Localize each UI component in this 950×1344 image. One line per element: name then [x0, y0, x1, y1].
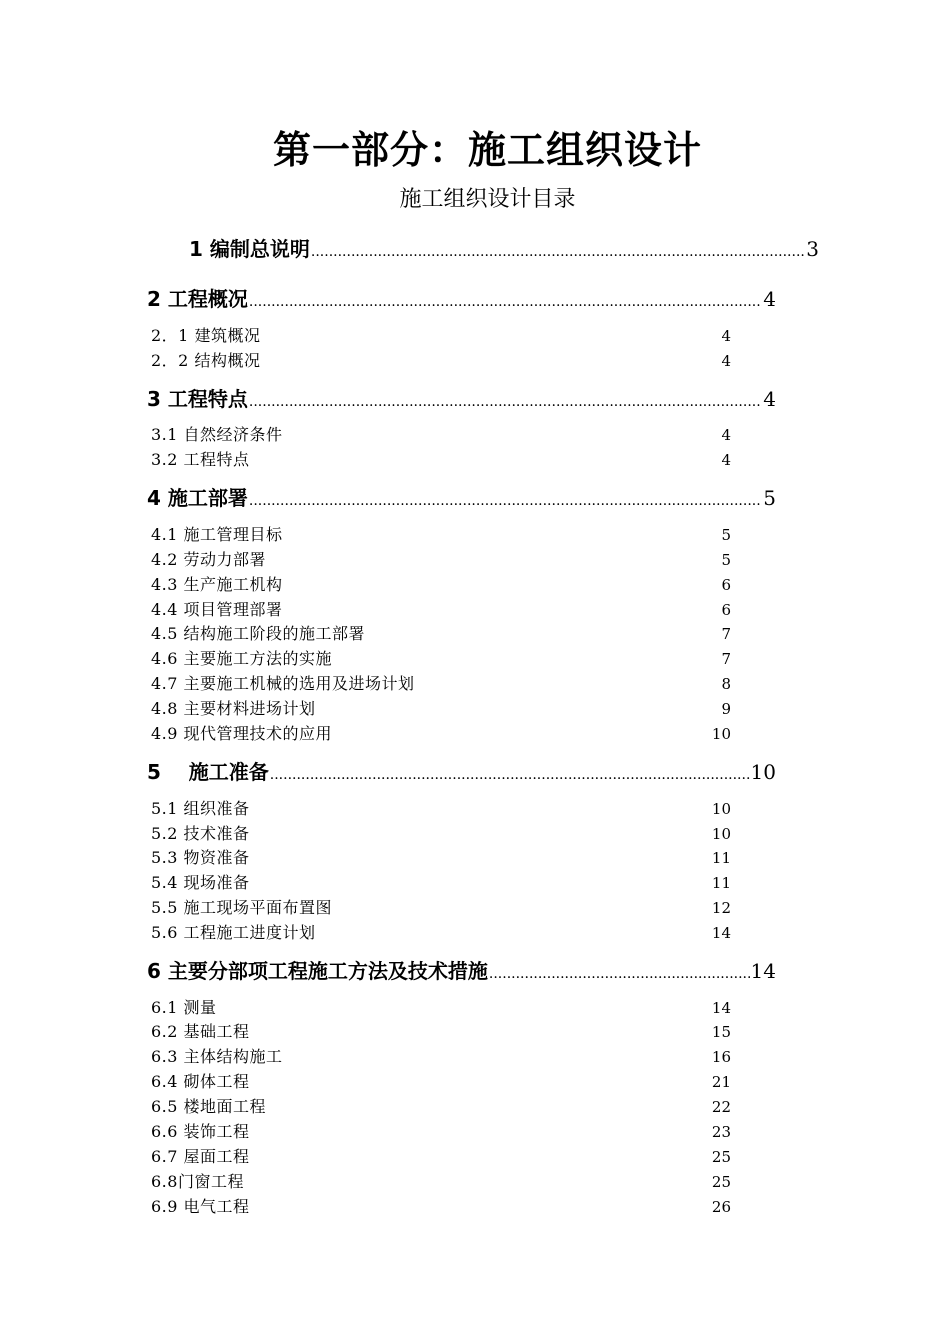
- toc-item-page: 23: [711, 1123, 731, 1141]
- toc-item-label: 5.4 现场准备: [151, 873, 250, 892]
- toc-heading: 施工组织设计目录: [399, 187, 576, 212]
- toc-item-label: 2．1 建筑概况: [151, 326, 261, 345]
- toc-item[interactable]: [151, 1145, 731, 1169]
- toc-item[interactable]: [151, 523, 731, 547]
- toc-item-page: 14: [711, 999, 731, 1017]
- dot-leader: [249, 287, 762, 317]
- toc-section-2[interactable]: [147, 284, 776, 314]
- toc-item[interactable]: [151, 1070, 731, 1094]
- toc-item[interactable]: [151, 1020, 731, 1044]
- toc-item-page: 12: [711, 899, 731, 917]
- toc-section-5[interactable]: [147, 757, 776, 787]
- toc-item[interactable]: [151, 871, 731, 895]
- toc-item[interactable]: [151, 722, 731, 746]
- dot-leader: [489, 959, 750, 989]
- toc-item[interactable]: [151, 1170, 731, 1194]
- toc-item-page: 7: [721, 650, 731, 668]
- toc-item-page: 25: [711, 1148, 731, 1166]
- toc-item-page: 7: [721, 625, 731, 643]
- toc-item-page: 6: [721, 601, 731, 619]
- toc-section-page: 3: [806, 237, 819, 261]
- toc-item[interactable]: [151, 1095, 731, 1119]
- toc-item-label: 6.5 楼地面工程: [151, 1097, 267, 1116]
- toc-item-label: 6.3 主体结构施工: [151, 1047, 283, 1066]
- toc-item-label: 5.5 施工现场平面布置图: [151, 898, 333, 917]
- toc-item-label: 5.2 技术准备: [151, 824, 250, 843]
- toc-section-6[interactable]: [147, 956, 776, 986]
- toc-item[interactable]: [151, 349, 731, 373]
- toc-item-label: 4.2 劳动力部署: [151, 550, 267, 569]
- toc-item-page: 14: [711, 924, 731, 942]
- toc-item-page: 10: [711, 725, 731, 743]
- toc-item-page: 4: [721, 451, 731, 469]
- toc-section-label: 2 工程概况: [147, 287, 248, 311]
- toc-item-page: 25: [711, 1173, 731, 1191]
- toc-item-page: 10: [711, 800, 731, 818]
- toc-item-label: 4.7 主要施工机械的选用及进场计划: [151, 674, 415, 693]
- toc-item[interactable]: [151, 822, 731, 846]
- toc-section-page: 10: [750, 760, 776, 784]
- toc-item-page: 6: [721, 576, 731, 594]
- toc-item-label: 5.1 组织准备: [151, 799, 250, 818]
- toc-item-page: 26: [711, 1198, 731, 1216]
- toc-item[interactable]: [151, 647, 731, 671]
- toc-item[interactable]: [151, 1045, 731, 1069]
- toc-item-page: 11: [711, 874, 731, 892]
- toc-item-label: 3.2 工程特点: [151, 450, 250, 469]
- toc-item-label: 2．2 结构概况: [151, 351, 261, 370]
- toc-item[interactable]: [151, 996, 731, 1020]
- toc-item-page: 5: [721, 551, 731, 569]
- toc-item-label: 5.3 物资准备: [151, 848, 250, 867]
- toc-item-label: 6.8门窗工程: [151, 1172, 244, 1191]
- toc-item-label: 4.9 现代管理技术的应用: [151, 724, 333, 743]
- toc-item-page: 21: [711, 1073, 731, 1091]
- toc-item-label: 4.3 生产施工机构: [151, 575, 283, 594]
- toc-section-page: 14: [750, 959, 776, 983]
- toc-item-page: 11: [711, 849, 731, 867]
- toc-item-label: 5.6 工程施工进度计划: [151, 923, 316, 942]
- dot-leader: [270, 760, 750, 790]
- toc-item-label: 6.7 屋面工程: [151, 1147, 250, 1166]
- page-title: 第一部分：施工组织设计: [272, 128, 702, 172]
- toc-item-page: 10: [711, 825, 731, 843]
- toc-item-label: 4.8 主要材料进场计划: [151, 699, 316, 718]
- toc-item[interactable]: [151, 548, 731, 572]
- toc-item[interactable]: [151, 896, 731, 920]
- toc-item-page: 15: [711, 1023, 731, 1041]
- toc-item-page: 9: [721, 700, 731, 718]
- toc-item[interactable]: [151, 797, 731, 821]
- toc-item-label: 6.9 电气工程: [151, 1197, 250, 1216]
- toc-item-label: 3.1 自然经济条件: [151, 425, 283, 444]
- toc-item-page: 8: [721, 675, 731, 693]
- toc-item-label: 4.4 项目管理部署: [151, 600, 283, 619]
- toc-section-label: 6 主要分部项工程施工方法及技术措施: [147, 959, 488, 983]
- toc-item-label: 6.6 装饰工程: [151, 1122, 250, 1141]
- toc-item[interactable]: [151, 1195, 731, 1219]
- toc-item-label: 4.6 主要施工方法的实施: [151, 649, 333, 668]
- dot-leader: [311, 237, 805, 267]
- toc-item-page: 22: [711, 1098, 731, 1116]
- toc-item[interactable]: [151, 697, 731, 721]
- toc-section-3[interactable]: [147, 384, 776, 414]
- toc-item[interactable]: [151, 846, 731, 870]
- toc-item-label: 4.1 施工管理目标: [151, 525, 283, 544]
- toc-item-label: 6.1 测量: [151, 998, 217, 1017]
- toc-item-label: 6.4 砌体工程: [151, 1072, 250, 1091]
- toc-item[interactable]: [151, 573, 731, 597]
- dot-leader: [249, 486, 762, 516]
- toc-section-label: 4 施工部署: [147, 486, 248, 510]
- toc-section-1[interactable]: [189, 234, 819, 264]
- toc-item[interactable]: [151, 1120, 731, 1144]
- toc-section-label: 1 编制总说明: [189, 237, 310, 261]
- toc-item[interactable]: [151, 448, 731, 472]
- toc-section-page: 4: [763, 287, 776, 311]
- toc-item-page: 4: [721, 327, 731, 345]
- dot-leader: [249, 387, 762, 417]
- toc-item[interactable]: [151, 672, 731, 696]
- toc-item[interactable]: [151, 921, 731, 945]
- toc-section-label: 3 工程特点: [147, 387, 248, 411]
- toc-section-page: 4: [763, 387, 776, 411]
- toc-item-page: 5: [721, 526, 731, 544]
- toc-item[interactable]: [151, 423, 731, 447]
- toc-item-page: 4: [721, 426, 731, 444]
- toc-item-label: 4.5 结构施工阶段的施工部署: [151, 624, 366, 643]
- toc-item-label: 6.2 基础工程: [151, 1022, 250, 1041]
- toc-item[interactable]: [151, 324, 731, 348]
- toc-item[interactable]: [151, 598, 731, 622]
- toc-section-label: 5 施工准备: [147, 760, 269, 784]
- toc-section-4[interactable]: [147, 483, 776, 513]
- toc-item[interactable]: [151, 622, 731, 646]
- toc-section-page: 5: [763, 486, 776, 510]
- toc-item-page: 4: [721, 352, 731, 370]
- toc-item-page: 16: [711, 1048, 731, 1066]
